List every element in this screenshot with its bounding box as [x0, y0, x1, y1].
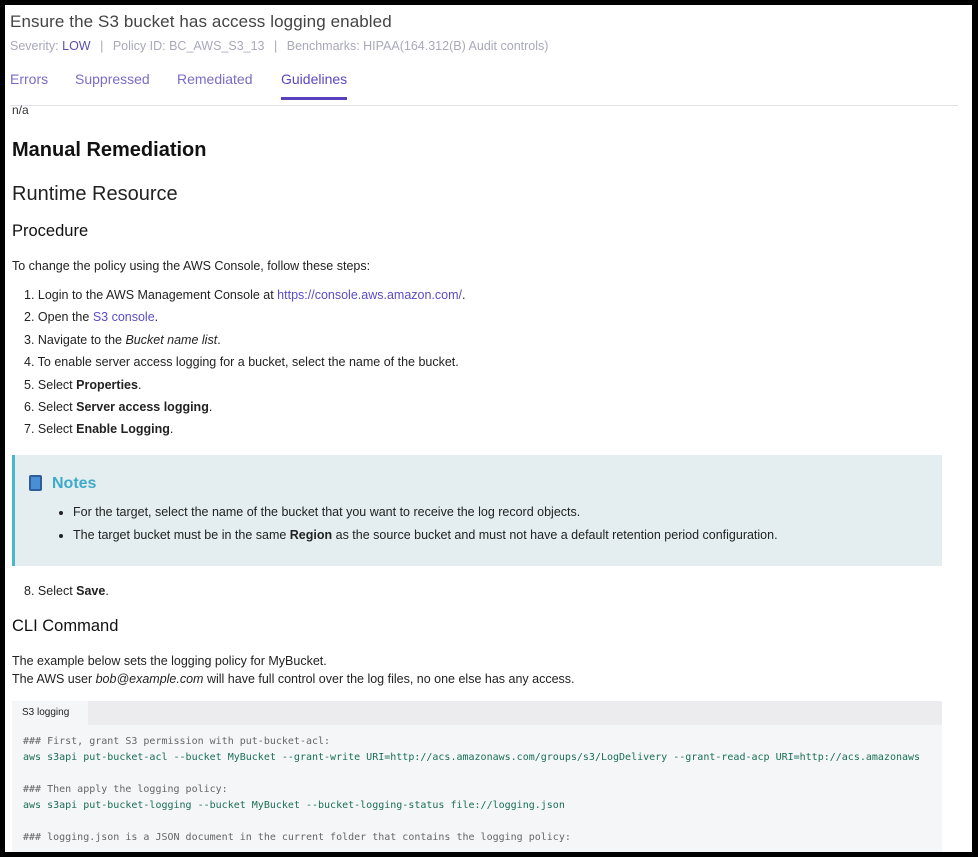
step-number: 5.: [24, 377, 38, 392]
item-text: Navigate to the: [37, 332, 126, 347]
benchmarks: Benchmarks: HIPAA(164.312(B) Audit controls): [286, 39, 549, 53]
item-strong: Server access logging: [76, 399, 209, 414]
meta-separator: |: [100, 39, 104, 53]
item-text: To enable server access logging for a bucket, select the name of the bucket.: [37, 355, 459, 370]
cli-intro-line1: The example below sets the logging policy for MyBucket.: [12, 654, 327, 668]
code-line: [23, 766, 920, 782]
step-item: [24, 422, 465, 444]
severity-value: LOW: [62, 39, 91, 53]
code-line: ### Then apply the logging policy:: [23, 784, 228, 795]
policy-panel: [5, 5, 972, 852]
step-number: 7.: [24, 422, 38, 437]
step-number: 6.: [24, 399, 38, 414]
cli-text: The AWS user: [12, 672, 96, 686]
step-number: 4.: [24, 355, 38, 370]
cli-email: bob@example.com: [95, 672, 204, 686]
cli-text: will have full control over the log files, no one else has any access.: [203, 672, 575, 686]
item-link[interactable]: https://console.aws.amazon.com/: [277, 288, 462, 302]
code-line: ### First, grant S3 permission with put-bucket-acl:: [23, 736, 331, 747]
step-item: [24, 400, 465, 422]
tab-bar: [10, 69, 958, 106]
item-strong: Properties: [76, 377, 138, 392]
step-item: [24, 333, 465, 355]
tab-remediated[interactable]: Remediated: [177, 71, 253, 87]
item-text: .: [137, 377, 142, 392]
step-number: 2.: [24, 310, 38, 325]
code-content[interactable]: [23, 734, 920, 846]
procedure-intro: To change the policy using the AWS Console, follow these steps:: [12, 259, 371, 273]
step-item: [24, 355, 465, 377]
policy-title: Ensure the S3 bucket has access logging enabled: [10, 12, 392, 31]
item-text: Login to the AWS Management Console at: [37, 288, 278, 302]
step-8: [24, 584, 109, 598]
step-strong: Save: [76, 584, 106, 598]
tab-errors[interactable]: Errors: [10, 71, 49, 87]
step-number: 3.: [24, 332, 38, 347]
notes-list: [55, 505, 778, 550]
runtime-resource-heading: Runtime Resource: [12, 183, 178, 205]
meta-separator: |: [274, 39, 278, 53]
cli-intro-line2: [12, 672, 575, 686]
step-number: 8.: [24, 584, 35, 598]
book-icon: [29, 475, 42, 491]
item-text: For the target, select the name of the bucket that you want to receive the log record objects.: [73, 505, 581, 519]
item-text: .: [208, 399, 213, 414]
code-line: aws s3api put-bucket-acl --bucket MyBucket --grant-write URI=http://acs.amazonaws.com/groups/s3/LogDelivery --grant-read-acp URI=http://acs.amazonaws: [23, 752, 921, 763]
na-text: n/a: [12, 103, 29, 117]
code-block: [12, 701, 942, 852]
tab-guidelines[interactable]: Guidelines: [281, 71, 347, 100]
code-line: aws s3api put-bucket-logging --bucket MyBucket --bucket-logging-status file://logging.json: [23, 800, 565, 811]
item-emphasis: Bucket name list: [125, 332, 218, 347]
policy-meta: [10, 39, 548, 53]
step-text: .: [105, 584, 109, 598]
code-tab-s3-logging[interactable]: S3 logging: [12, 701, 88, 725]
code-line: ### logging.json is a JSON document in the current folder that contains the logging policy:: [23, 832, 571, 843]
item-text: Open the: [37, 310, 93, 325]
step-text: Select: [37, 584, 77, 598]
policy-id: Policy ID: BC_AWS_S3_13: [112, 39, 265, 53]
tab-suppressed[interactable]: Suppressed: [75, 71, 150, 87]
severity-label: Severity:: [10, 39, 59, 53]
notes-callout: [12, 455, 942, 566]
item-text: .: [154, 310, 159, 325]
item-text: The target bucket must be in the same: [73, 527, 290, 542]
item-strong: Region: [289, 527, 333, 542]
step-item: [24, 378, 465, 400]
step-item: [24, 288, 465, 310]
note-item: [73, 528, 778, 551]
note-item: [73, 505, 778, 528]
item-text: as the source bucket and must not have a default retention period configuration.: [332, 527, 778, 542]
item-text: Select: [37, 377, 77, 392]
code-line: [23, 814, 920, 830]
cli-command-heading: CLI Command: [12, 617, 119, 635]
item-link[interactable]: S3 console: [92, 310, 155, 325]
step-number: 1.: [24, 288, 38, 302]
item-text: .: [217, 332, 221, 347]
item-text: .: [169, 422, 174, 437]
item-strong: Enable Logging: [76, 422, 170, 437]
steps-list: [24, 288, 465, 445]
manual-remediation-heading: Manual Remediation: [12, 139, 207, 161]
code-tab-bar: [12, 701, 942, 725]
notes-title: Notes: [52, 475, 97, 492]
item-text: .: [461, 288, 466, 302]
procedure-heading: Procedure: [12, 222, 89, 240]
item-text: Select: [37, 399, 77, 414]
notes-header: [29, 475, 96, 493]
item-text: Select: [37, 422, 77, 437]
step-item: [24, 310, 465, 332]
